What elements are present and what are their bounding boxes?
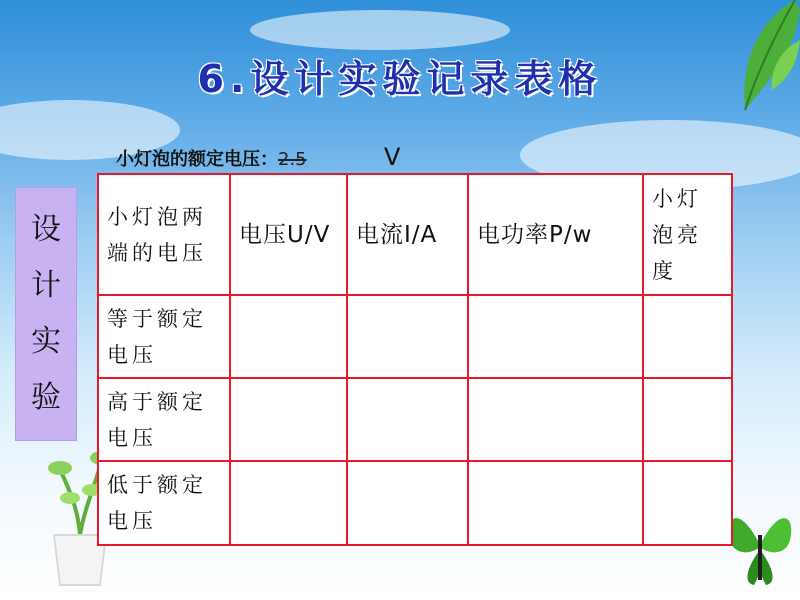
table-cell[interactable] xyxy=(347,378,468,461)
table-cell[interactable] xyxy=(468,378,643,461)
table-cell[interactable] xyxy=(468,295,643,378)
header-cell-power: 电功率P/w xyxy=(468,174,643,295)
row-label-above-rated: 高于额定电压 xyxy=(98,378,230,461)
table-row xyxy=(98,378,732,461)
side-label-char: 设 xyxy=(31,212,61,247)
side-label-char: 实 xyxy=(31,324,61,359)
table-cell[interactable] xyxy=(347,295,468,378)
side-label-char: 计 xyxy=(31,268,61,303)
header-cell-voltage-across-bulb: 小灯泡两端的电压 xyxy=(98,174,230,295)
row-label-below-rated: 低于额定电压 xyxy=(98,461,230,545)
header-cell-voltage: 电压U/V xyxy=(230,174,347,295)
rated-voltage-value: 2.5 xyxy=(278,149,307,170)
table-cell[interactable] xyxy=(230,461,347,545)
rated-voltage-line xyxy=(116,143,400,171)
cloud-decoration xyxy=(250,10,510,50)
record-table xyxy=(97,173,733,546)
table-cell[interactable] xyxy=(643,378,732,461)
table-row xyxy=(98,295,732,378)
table-cell[interactable] xyxy=(230,295,347,378)
side-label-design-experiment xyxy=(15,187,77,441)
rated-voltage-unit: V xyxy=(384,143,401,171)
rated-voltage-label: 小灯泡的额定电压： xyxy=(116,149,278,170)
header-cell-current: 电流I/A xyxy=(347,174,468,295)
table-header-row xyxy=(98,174,732,295)
table-row xyxy=(98,461,732,545)
table-cell[interactable] xyxy=(468,461,643,545)
side-label-char: 验 xyxy=(31,380,61,415)
row-label-equal-rated: 等于额定电压 xyxy=(98,295,230,378)
table-cell[interactable] xyxy=(347,461,468,545)
header-cell-brightness: 小灯泡亮度 xyxy=(643,174,732,295)
table-cell[interactable] xyxy=(643,295,732,378)
table-cell[interactable] xyxy=(643,461,732,545)
table-cell[interactable] xyxy=(230,378,347,461)
page-title: 6.设计实验记录表格 xyxy=(197,57,603,101)
